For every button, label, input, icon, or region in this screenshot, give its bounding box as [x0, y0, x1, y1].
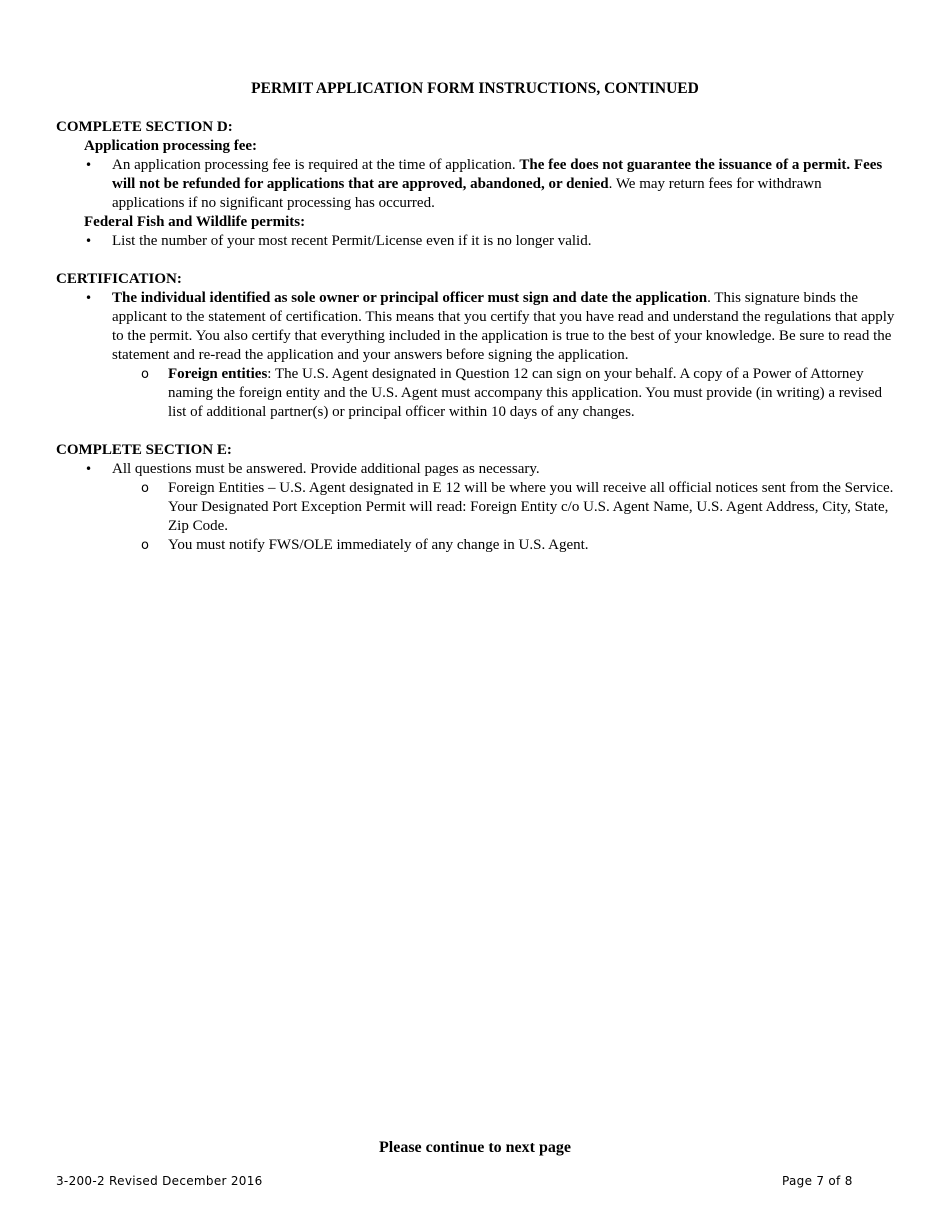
certification-bullet	[85, 289, 896, 365]
fee-text-1: An application processing fee is required at the time of application.	[112, 157, 520, 173]
fee-bullet	[85, 156, 896, 213]
bullet-marker: •	[85, 462, 93, 476]
page-title: PERMIT APPLICATION FORM INSTRUCTIONS, CONTINUED	[251, 80, 699, 97]
foreign-entities-text: : The U.S. Agent designated in Question 12 can sign on your behalf. A copy of a Power of Attorney naming the foreign entity and the U.S. Agent must accompany this application. You must provide (in writing) a revised list of additional partner(s) or principal officer within 10 days of any changes.	[168, 366, 883, 420]
bullet-marker: •	[85, 234, 93, 248]
certification-bold-text: The individual identified as sole owner or principal officer must sign and date the application	[112, 290, 708, 306]
section-e-heading: COMPLETE SECTION E:	[56, 442, 232, 458]
section-d-heading: COMPLETE SECTION D:	[56, 119, 233, 135]
bullet-marker: •	[85, 158, 93, 172]
us-agent-change-sub-bullet	[141, 536, 896, 555]
fws-permits-text: List the number of your most recent Permit/License even if it is no longer valid.	[112, 233, 592, 249]
form-number: 3-200-2 Revised December 2016	[56, 1174, 263, 1188]
sub-bullet-marker: o	[141, 481, 149, 496]
foreign-entities-sub-bullet	[141, 365, 896, 422]
instructions-body	[56, 118, 896, 555]
us-agent-change-text: You must notify FWS/OLE immediately of any change in U.S. Agent.	[168, 537, 589, 553]
fws-permits-subheading: Federal Fish and Wildlife permits:	[84, 214, 306, 230]
bullet-marker: •	[85, 291, 93, 305]
certification-text: . This signature binds the applicant to the statement of certification. This means that you certify that you have read and understand the regulations that apply to the permit. You also certify that everything included in the application is true to the best of your knowledge. Be sure to read the statement and re-read the application and your answers before signing the application.	[112, 290, 895, 363]
section-e-text: All questions must be answered. Provide additional pages as necessary.	[112, 461, 540, 477]
foreign-entities-label: Foreign entities	[168, 366, 268, 382]
fee-text-2: . We may return fees for withdrawn applications if no significant processing has occurred.	[112, 176, 822, 211]
us-agent-notice-text: Foreign Entities – U.S. Agent designated in E 12 will be where you will receive all official notices sent from the Service. Your Designated Port Exception Permit will read: Foreign Entity c/o U.S. Agent Name, U.S. Agent Address, City, State, Zip Code.	[168, 480, 894, 534]
fee-subheading: Application processing fee:	[84, 138, 258, 154]
continue-notice: Please continue to next page	[379, 1139, 571, 1156]
fws-permits-bullet	[85, 232, 896, 251]
fee-text-bold: The fee does not guarantee the issuance of a permit. Fees will not be refunded for applications that are approved, abandoned, or denied	[112, 157, 883, 192]
certification-heading: CERTIFICATION:	[56, 271, 182, 287]
page-number: Page 7 of 8	[782, 1174, 853, 1188]
section-e-bullet	[85, 460, 896, 479]
sub-bullet-marker: o	[141, 538, 149, 553]
us-agent-notice-sub-bullet	[141, 479, 896, 536]
sub-bullet-marker: o	[141, 367, 149, 382]
